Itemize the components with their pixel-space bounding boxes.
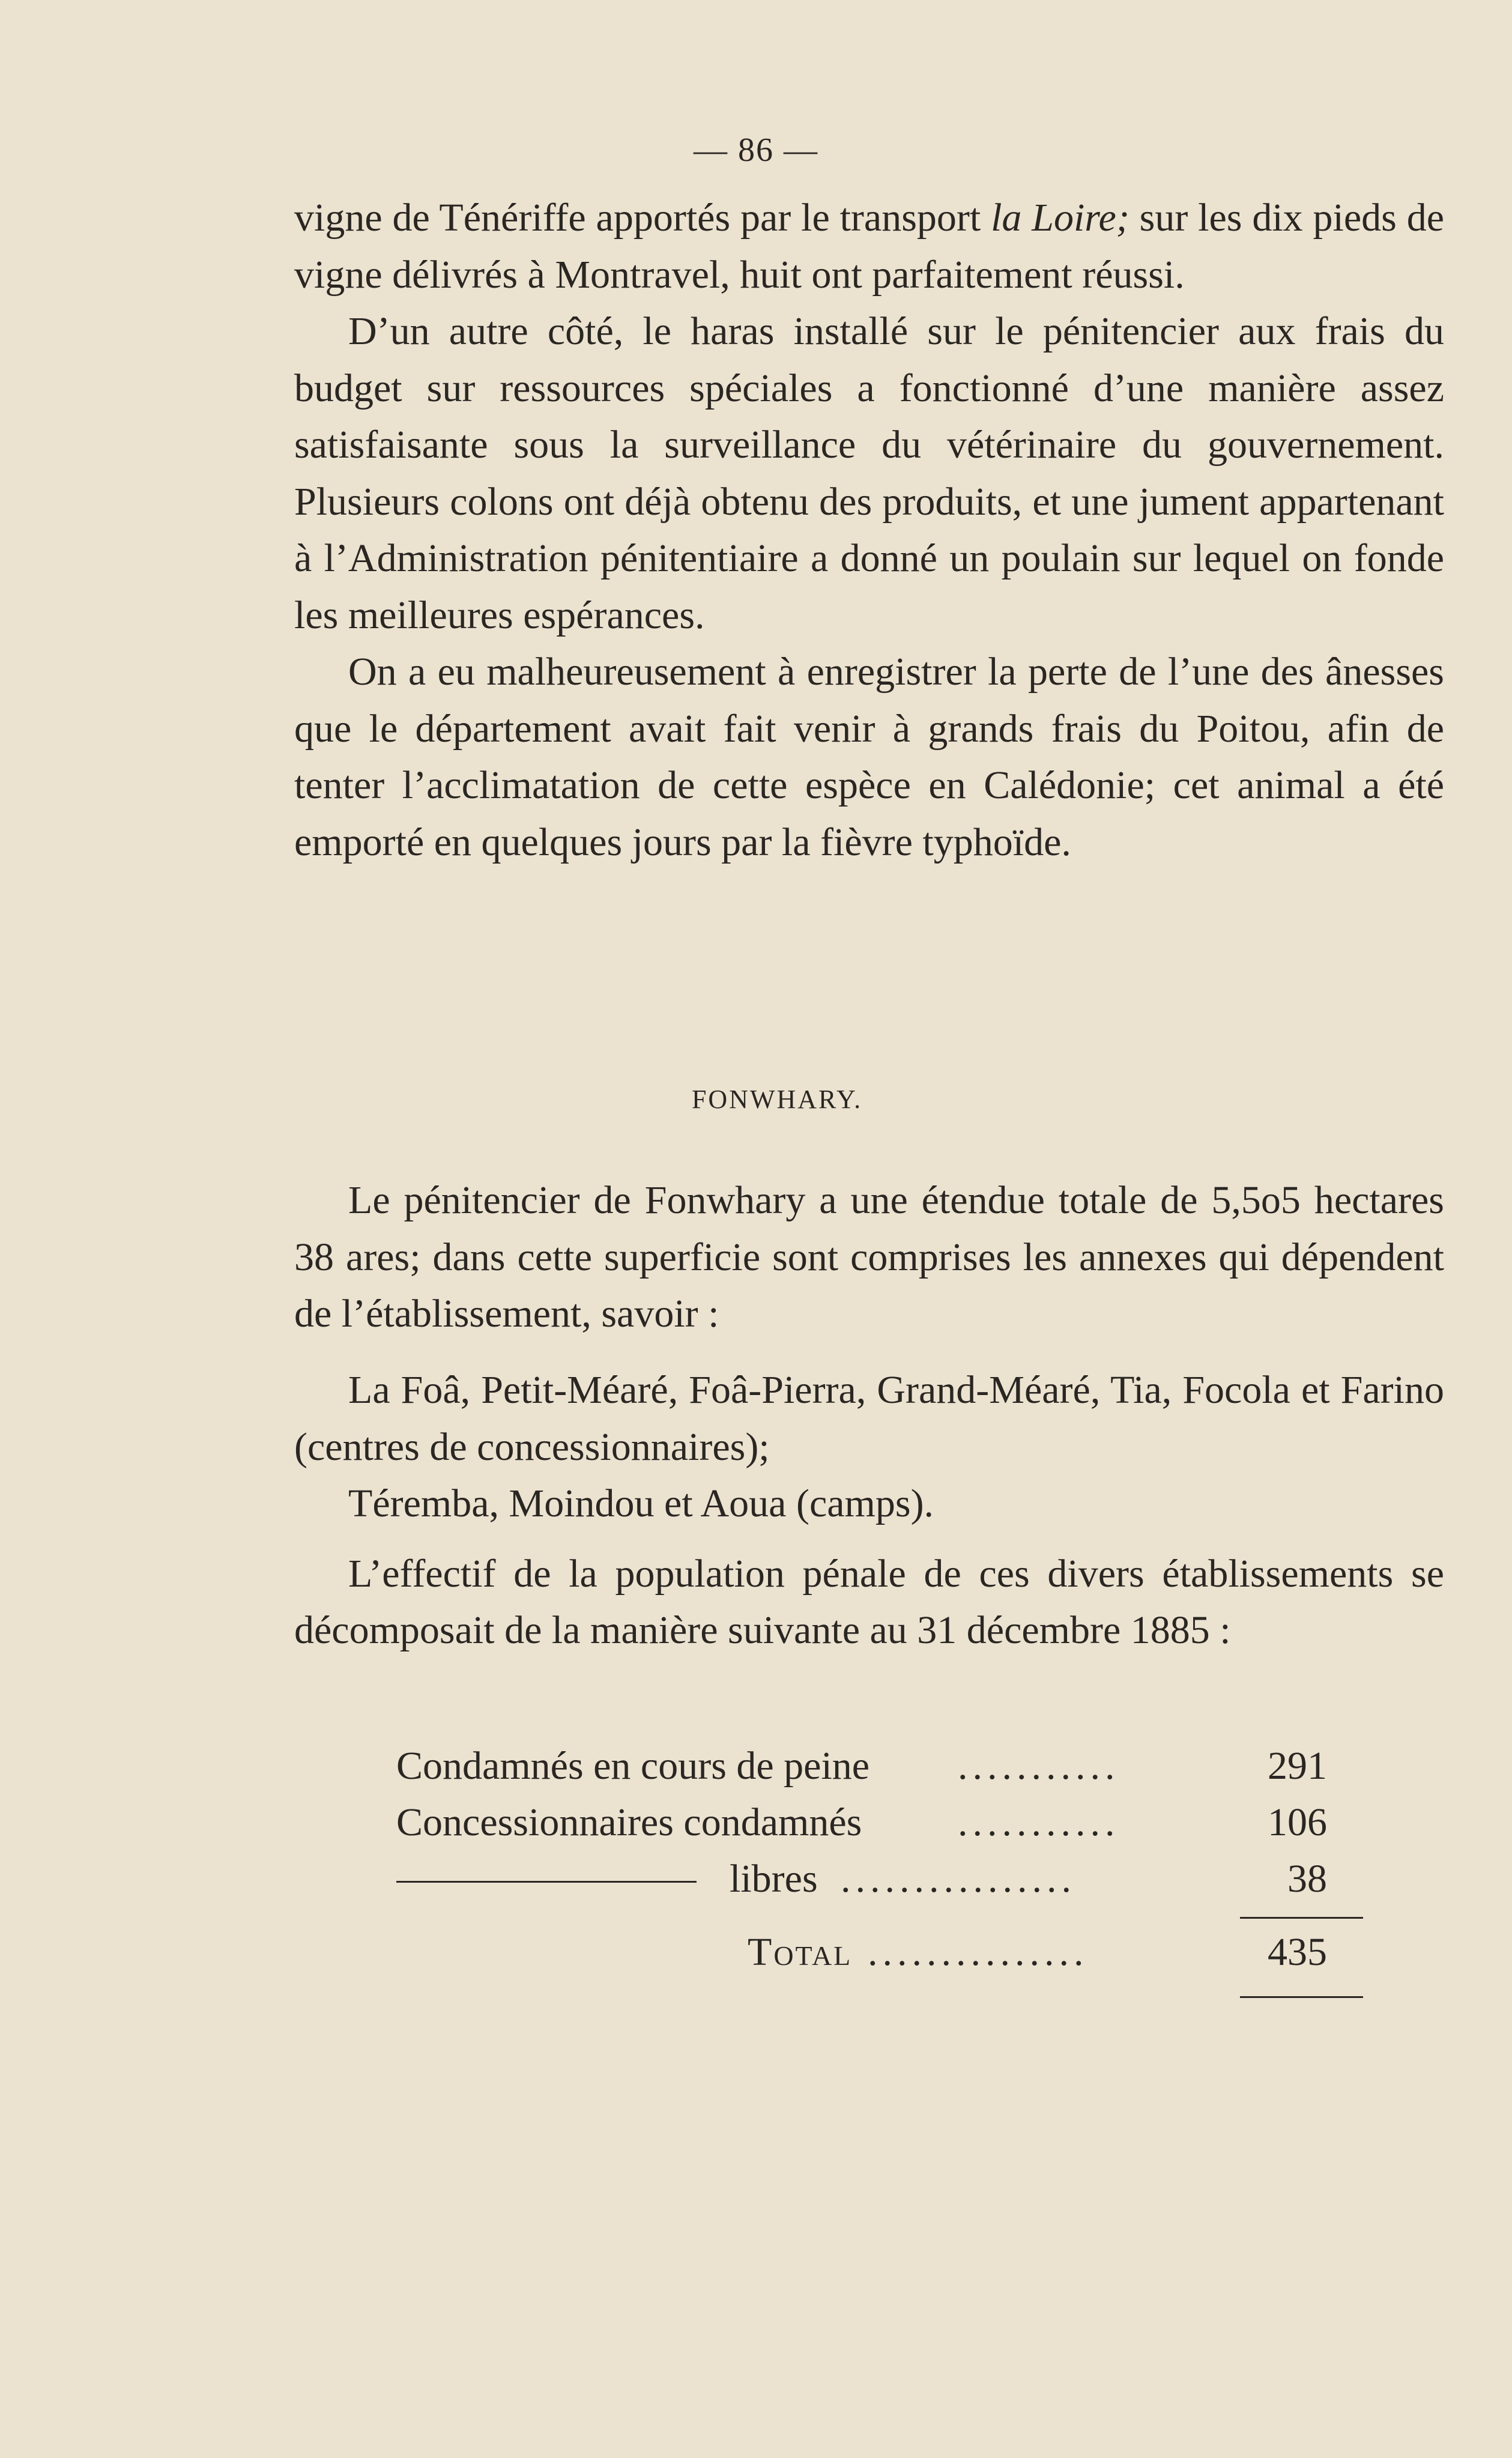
row-label: libres (730, 1857, 818, 1901)
paragraph-effectif: L’effectif de la population pénale de ces divers établissements se décomposait de la manière suivante au 31 décembre 1885 : (294, 1551, 1444, 1652)
table-row (396, 1794, 1381, 1851)
body-text-annexes (294, 1362, 1444, 1659)
row-label: Condamnés en cours de peine (396, 1744, 870, 1788)
paragraph-camps: Téremba, Moindou et Aoua (camps). (348, 1482, 934, 1525)
row-label: Concessionnaires condamnés (396, 1800, 862, 1844)
population-table (396, 1738, 1381, 1981)
row-value: 38 (1287, 1857, 1327, 1901)
leader-dots: ........... (958, 1800, 1120, 1844)
leader-dots: ........... (958, 1744, 1120, 1788)
sum-rule (1240, 1917, 1363, 1919)
row-value: 291 (1268, 1744, 1327, 1788)
total-value: 435 (1268, 1930, 1327, 1974)
table-row (396, 1738, 1381, 1794)
body-text-fonwhary (294, 1172, 1444, 1343)
ditto-dash (396, 1881, 697, 1883)
section-heading-fonwhary: FONWHARY. (691, 1085, 863, 1114)
paragraph-haras: D’un autre côté, le haras installé sur le pénitencier aux frais du budget sur ressources spéciales a fonctionné d’une manière assez satisfaisante sous la surveillance du vétérinaire du gouvernement. Plusieurs colons ont déjà obtenu des produits, et une jument appartenant à l’Administration pénitentiaire a donné un poulain sur lequel on fonde les meilleures espérances. (294, 309, 1444, 637)
total-label: Total (748, 1930, 853, 1974)
page-number: — 86 — (694, 132, 818, 169)
row-value: 106 (1268, 1800, 1327, 1844)
ship-name: la Loire; (991, 196, 1129, 240)
table-total-row (396, 1924, 1381, 1981)
total-rule (1240, 1996, 1363, 1998)
paragraph-etendue: Le pénitencier de Fonwhary a une étendue totale de 5,5o5 hectares 38 ares; dans cette superficie sont comprises les annexes qui dépendent de l’établissement, savoir : (294, 1178, 1444, 1336)
paragraph-centres: La Foâ, Petit-Méaré, Foâ-Pierra, Grand-Méaré, Tia, Focola et Farino (centres de concessionnaires); (294, 1368, 1444, 1469)
paragraph-vigne: vigne de Ténériffe apportés par le transport la Loire; sur les dix pieds de vigne délivrés à Montravel, huit ont parfaitement réussi. (294, 196, 1444, 297)
table-row (396, 1851, 1381, 1907)
paragraph-anesses: On a eu malheureusement à enregistrer la perte de l’une des ânesses que le département avait fait venir à grands frais du Poitou, afin de tenter l’acclimatation de cette espèce en Calédonie; cet animal a été emporté en quelques jours par la fièvre typhoïde. (294, 650, 1444, 864)
leader-dots: ................ (841, 1857, 1076, 1901)
leader-dots: ............... (868, 1930, 1089, 1974)
body-text-top (294, 190, 1444, 871)
